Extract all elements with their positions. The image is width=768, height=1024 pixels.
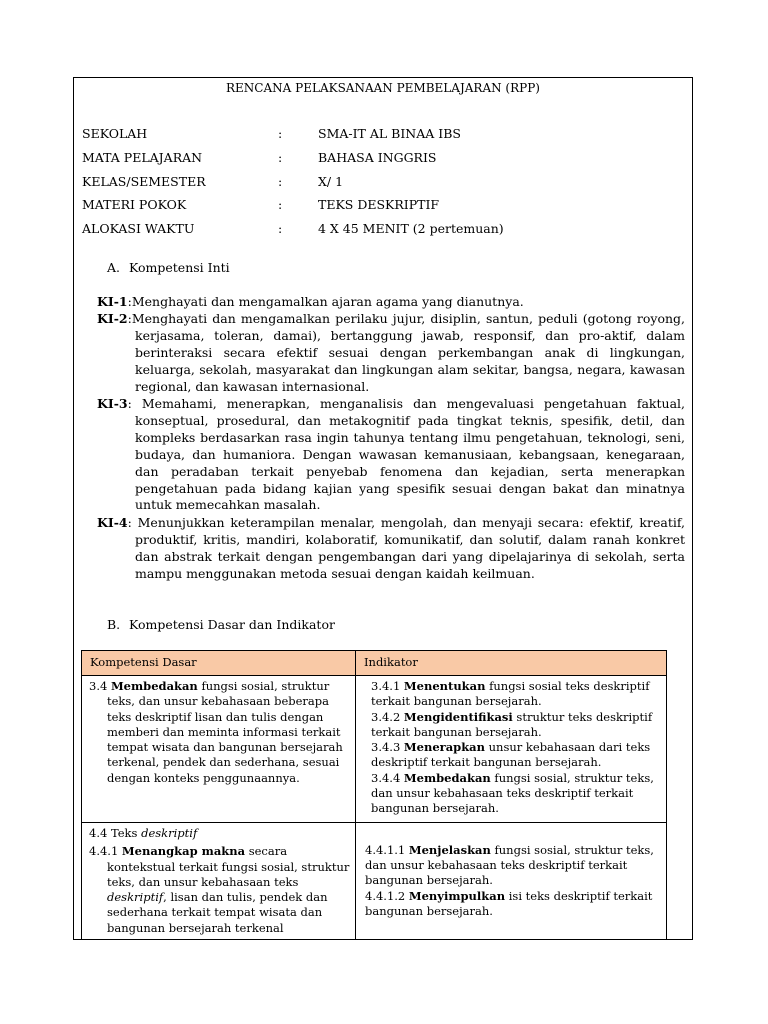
meta-label: MATA PELAJARAN xyxy=(82,150,203,165)
ki-text: Memahami, menerapkan, menganalisis dan mengevaluasi pengetahuan faktual, konseptual, prosedural, dan metakognitif pada tingkat teknis, spesifik, detil, dan kompleks berdasarkan rasa ingin tahunya tentang ilmu pengetahuan, teknologi, seni, budaya, dan humaniora. Dengan wawasan kemanusiaan, kebangsaan, kenegaraan, dan peradaban terkait penyebab fenomena dan kejadian, serta menerapkan pengetahuan pada bidang kajian yang spesifik sesuai dengan bakat dan minatnya untuk memecahkan masalah. xyxy=(135,396,685,513)
kd-item xyxy=(87,826,350,841)
indicator-verb: Membedakan xyxy=(403,770,491,785)
section-title: Kompetensi Inti xyxy=(129,260,230,275)
indicator-text: unsur kebahasaan dari teks deskriptif terkait bangunan bersejarah. xyxy=(371,740,651,770)
kd-cell xyxy=(82,823,356,940)
ki-code: KI-4 xyxy=(97,515,128,530)
meta-colon: : xyxy=(278,150,283,165)
kd-italic: deskriptif xyxy=(141,826,198,840)
document-page xyxy=(73,77,693,940)
indicator-item xyxy=(361,843,661,889)
indicator-verb: Mengidentifikasi xyxy=(403,709,513,724)
meta-value: X/ 1 xyxy=(318,174,344,189)
ki-code: KI-3 xyxy=(97,396,128,411)
ki-4: KI-4: Menunjukkan keterampilan menalar, mengolah, dan menyaji secara: efektif, kreatif, produktif, kritis, mandiri, kolaboratif, komunikatif, dan solutif, dalam ranah konkret dan abstrak terkait dengan pengembangan dari yang dipelajarinya di sekolah, serta mampu menggunakan metoda sesuai dengan kaidah keilmuan. xyxy=(97,515,686,581)
meta-label: SEKOLAH xyxy=(82,126,148,141)
meta-value: BAHASA INGGRIS xyxy=(318,150,437,165)
indicator-verb: Menyimpulkan xyxy=(408,888,506,903)
kd-number: 4.4 xyxy=(89,826,108,840)
section-a-heading xyxy=(107,260,230,275)
indicator-text: fungsi sosial teks deskriptif terkait bangunan bersejarah. xyxy=(371,679,650,709)
kd-verb: Membedakan xyxy=(110,679,198,693)
ki-2: KI-2:Menghayati dan mengamalkan perilaku jujur, disiplin, santun, peduli (gotong royong, kerjasama, toleran, damai), bertanggung jawab, responsif, dan pro-aktif, dalam berinteraksi secara efektif sesuai dengan perkembangan anak di lingkungan, keluarga, sekolah, masyarakat dan lingkungan alam sekitar, bangsa, negara, kawasan regional, dan kawasan internasional. xyxy=(97,311,685,394)
meta-label: ALOKASI WAKTU xyxy=(82,221,195,236)
ki-1: KI-1:Menghayati dan mengamalkan ajaran agama yang dianutnya. xyxy=(97,294,524,309)
table-row xyxy=(82,676,667,823)
indicator-item xyxy=(361,710,661,741)
ki-text: Menghayati dan mengamalkan ajaran agama yang dianutnya. xyxy=(131,294,524,309)
ki-code: KI-2 xyxy=(97,311,128,326)
indicator-text: fungsi sosial, struktur teks, dan unsur kebahasaan teks deskriptif terkait bangunan bersejarah. xyxy=(365,842,654,888)
document-title: RENCANA PELAKSANAAN PEMBELAJARAN (RPP) xyxy=(226,81,540,95)
meta-colon: : xyxy=(278,126,283,141)
kd-subitem xyxy=(87,844,350,936)
meta-value: TEKS DESKRIPTIF xyxy=(318,197,440,212)
ki-text: Menghayati dan mengamalkan perilaku jujur, disiplin, santun, peduli (gotong royong, kerjasama, toleran, damai), bertanggung jawab, responsif, dan pro-aktif, dalam berinteraksi secara efektif sesuai dengan perkembangan anak di lingkungan, keluarga, sekolah, masyarakat dan lingkungan alam sekitar, bangsa, negara, kawasan regional, dan kawasan internasional. xyxy=(131,311,685,394)
indicator-number: 3.4.1 xyxy=(371,679,401,693)
indicator-verb: Menjelaskan xyxy=(408,842,491,857)
indicator-item xyxy=(361,889,661,920)
meta-value: SMA-IT AL BINAA IBS xyxy=(318,126,461,141)
indicator-cell xyxy=(356,676,667,823)
indicator-item xyxy=(361,679,661,710)
kd-text: fungsi sosial, struktur teks, dan unsur kebahasaan beberapa teks deskriptif lisan dan tulis dengan memberi dan meminta informasi terkait tempat wisata dan bangunan bersejarah terkenal, pendek dan sederhana, sesuai dengan konteks penggunaannya. xyxy=(107,679,343,785)
indicator-text: isi teks deskriptif terkait bangunan bersejarah. xyxy=(365,888,653,918)
indicator-cell xyxy=(356,823,667,940)
header-indikator: Indikator xyxy=(356,651,667,676)
kd-italic: deskriptif xyxy=(107,890,164,905)
kd-number: 4.4.1 xyxy=(89,844,119,859)
kd-text: , lisan dan tulis, pendek dan sederhana terkait tempat wisata dan bangunan bersejarah terkenal xyxy=(107,890,328,935)
meta-colon: : xyxy=(278,197,283,212)
kd-text: secara kontekstual terkait fungsi sosial, struktur teks, dan unsur kebahasaan teks xyxy=(107,844,350,889)
indicator-number: 4.4.1.1 xyxy=(365,842,406,857)
kd-indicator-table xyxy=(81,650,667,940)
indicator-verb: Menentukan xyxy=(403,679,486,693)
meta-colon: : xyxy=(278,174,283,189)
section-b-heading xyxy=(107,617,335,632)
meta-colon: : xyxy=(278,221,283,236)
kd-number: 3.4 xyxy=(89,679,108,693)
section-title: Kompetensi Dasar dan Indikator xyxy=(129,617,335,632)
kd-text: Teks xyxy=(110,826,138,840)
table-row xyxy=(82,823,667,940)
indicator-verb: Menerapkan xyxy=(403,740,485,755)
indicator-number: 4.4.1.2 xyxy=(365,888,406,903)
indicator-number: 3.4.4 xyxy=(371,770,401,785)
meta-value: 4 X 45 MENIT (2 pertemuan) xyxy=(318,221,504,236)
indicator-number: 3.4.2 xyxy=(371,709,401,724)
indicator-item xyxy=(361,771,661,817)
indicator-item xyxy=(361,740,661,771)
header-kompetensi-dasar: Kompetensi Dasar xyxy=(82,651,356,676)
kd-item xyxy=(87,679,350,786)
meta-label: KELAS/SEMESTER xyxy=(82,174,206,189)
indicator-text: struktur teks deskriptif terkait bangunan bersejarah. xyxy=(371,709,653,739)
ki-3: KI-3: Memahami, menerapkan, menganalisis dan mengevaluasi pengetahuan faktual, konseptual, prosedural, dan metakognitif pada tingkat teknis, spesifik, detil, dan kompleks berdasarkan rasa ingin tahunya tentang ilmu pengetahuan, teknologi, seni, budaya, dan humaniora. Dengan wawasan kemanusiaan, kebangsaan, kenegaraan, dan peradaban terkait penyebab fenomena dan kejadian, serta menerapkan pengetahuan pada bidang kajian yang spesifik sesuai dengan bakat dan minatnya untuk memecahkan masalah. xyxy=(97,396,685,513)
table-header-row xyxy=(82,651,667,676)
section-letter: A. xyxy=(107,260,121,275)
ki-text: Menunjukkan keterampilan menalar, mengolah, dan menyaji secara: efektif, kreatif, produktif, kritis, mandiri, kolaboratif, komunikatif, dan solutif, dalam ranah konkret dan abstrak terkait dengan pengembangan dari yang dipelajarinya di sekolah, serta mampu menggunakan metoda sesuai dengan kaidah keilmuan. xyxy=(135,515,686,581)
ki-code: KI-1 xyxy=(97,294,128,309)
section-letter: B. xyxy=(107,617,121,632)
meta-label: MATERI POKOK xyxy=(82,197,187,212)
indicator-number: 3.4.3 xyxy=(371,740,401,755)
kd-cell xyxy=(82,676,356,823)
kd-verb: Menangkap makna xyxy=(121,844,246,859)
indicator-text: fungsi sosial, struktur teks, dan unsur kebahasaan teks deskriptif terkait bangunan bersejarah. xyxy=(371,770,654,816)
